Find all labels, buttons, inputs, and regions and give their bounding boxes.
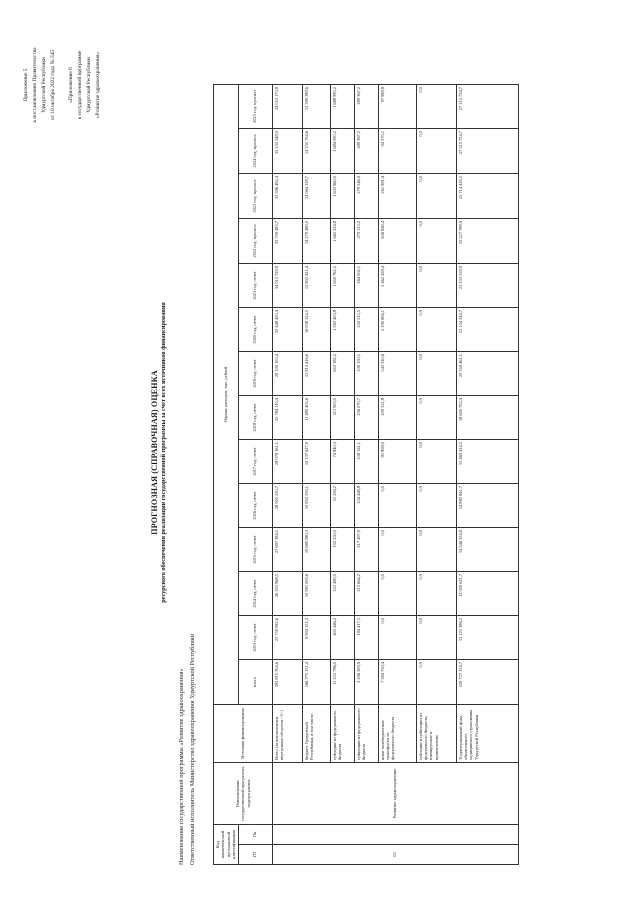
- header-year: 2016 год, отчет: [238, 484, 272, 528]
- value-cell: 0,0: [416, 352, 456, 396]
- value-cell: 85 808,0: [378, 440, 416, 484]
- value-cell: 392 810 704,6: [272, 660, 302, 705]
- value-cell: 26 301 968,5: [272, 572, 302, 616]
- header-year: 2022 год, прогноз: [238, 219, 272, 264]
- header-estimate: Оценка расходов, тыс. рублей: [214, 85, 239, 705]
- header-pp: Пп: [238, 825, 272, 845]
- source-cell: субсидии и субвенции из федерального бюджета, планируемые к привлечению: [416, 705, 456, 763]
- value-cell: 543 343,6: [378, 352, 416, 396]
- value-cell: 34 053 173,8: [272, 85, 302, 129]
- value-cell: 14 546 354,9: [456, 528, 518, 572]
- table-row: [354, 85, 378, 865]
- executor-line: Ответственный исполнитель Министерство здравоохранения Удмуртской Республики: [189, 633, 196, 865]
- value-cell: 0,0: [416, 219, 456, 264]
- value-cell: 1 650 762,5: [330, 264, 354, 308]
- table-row: [378, 85, 416, 865]
- value-cell: 0,0: [378, 484, 416, 528]
- source-cell: иные межбюджетные трансферты из федерального бюджета: [378, 705, 416, 763]
- value-cell: 28 078 161,1: [272, 440, 302, 484]
- source-cell: Всего (за исключением внутренних оборотов <1>): [272, 705, 302, 763]
- value-cell: 34 015 729,9: [272, 264, 302, 308]
- value-cell: 0,0: [416, 85, 456, 129]
- value-cell: 10 991 009,6: [302, 572, 330, 616]
- value-cell: 94 570,1: [378, 129, 416, 174]
- value-cell: 211 903,0: [330, 396, 354, 440]
- value-cell: 1 684 090,2: [330, 129, 354, 174]
- header-code: Код аналитической программной классификации: [214, 825, 239, 865]
- value-cell: 1 688 990,2: [330, 85, 354, 129]
- value-cell: 22 154 344,7: [456, 308, 518, 352]
- value-cell: 27 697 384,1: [272, 528, 302, 572]
- value-cell: 27 215 724,7: [456, 129, 518, 174]
- value-cell: 1 662 524,8: [330, 219, 354, 264]
- header-year: 2013 год, отчет: [238, 616, 272, 660]
- pp-code-cell: [272, 825, 518, 845]
- value-cell: 20 559 461,1: [456, 352, 518, 396]
- value-cell: 28 005 550,7: [272, 484, 302, 528]
- value-cell: 23 103 559,9: [456, 264, 518, 308]
- document-subtitle: ресурсного обеспечения реализации государственной программы за счет всех источников финансирования: [160, 302, 167, 603]
- value-cell: 0,0: [378, 572, 416, 616]
- value-cell: 0,0: [416, 660, 456, 705]
- value-cell: 2 190 806,1: [378, 308, 416, 352]
- value-cell: 0,0: [416, 484, 456, 528]
- value-cell: 9 904 551,3: [302, 616, 330, 660]
- header-year: 2023 год, прогноз: [238, 174, 272, 219]
- value-cell: 33 396 492,4: [272, 174, 302, 219]
- value-cell: 3 206 309,9: [354, 660, 378, 705]
- value-cell: 261 981,4: [378, 174, 416, 219]
- value-cell: 239 150,1: [354, 352, 378, 396]
- value-cell: 14 064 358,7: [302, 174, 330, 219]
- header-year: итого: [238, 660, 272, 705]
- value-cell: 217 497,9: [354, 528, 378, 572]
- financing-table: [213, 84, 519, 865]
- value-cell: 229 727 154,7: [456, 660, 518, 705]
- appendix-line: «Приложение 6: [68, 67, 74, 103]
- value-cell: 33 759 493,7: [272, 219, 302, 264]
- value-cell: 636 849,4: [378, 219, 416, 264]
- appendix-line: от 10 октября 2022 года № 545: [50, 49, 56, 121]
- table-row: [272, 85, 302, 865]
- header-source: Источник финансирования: [214, 705, 273, 763]
- gp-code-cell: 02: [272, 845, 518, 865]
- table-row: [456, 85, 518, 865]
- value-cell: 15 469 414,3: [456, 440, 518, 484]
- source-cell: Территориальный фонд обязательного медицинского страхования Удмуртской Республики: [456, 705, 518, 763]
- value-cell: 1 592 403,8: [330, 308, 354, 352]
- value-cell: 234 448,8: [354, 484, 378, 528]
- value-cell: 0,0: [416, 572, 456, 616]
- value-cell: 23 759 082,6: [272, 616, 302, 660]
- program-name-cell: Развитие здравоохранения: [272, 763, 518, 825]
- value-cell: 209 321,8: [378, 396, 416, 440]
- value-cell: 184 417,3: [354, 616, 378, 660]
- appendix-line: Приложение 5: [23, 68, 29, 102]
- header-year: 2018 год, отчет: [238, 396, 272, 440]
- value-cell: 25 227 788,9: [456, 219, 518, 264]
- value-cell: 0,0: [416, 396, 456, 440]
- value-cell: 264 002,1: [354, 264, 378, 308]
- value-cell: 1 635 960,0: [330, 174, 354, 219]
- header-year: 2014 год, отчет: [238, 572, 272, 616]
- value-cell: 3 462 438,4: [378, 264, 416, 308]
- header-year: 2021 год, отчет: [238, 264, 272, 308]
- source-cell: субсидии из федерального бюджета: [330, 705, 354, 763]
- value-cell: 331 480,0: [330, 572, 354, 616]
- program-name-line: Наименование государственной программы «Развитие здравоохранения»: [178, 668, 185, 865]
- value-cell: 289 367,5: [354, 129, 378, 174]
- appendix-line: к постановлению Правительства: [32, 47, 38, 123]
- value-cell: 13 805 421,4: [302, 264, 330, 308]
- header-name: Наименование государственной программы, подпрограммы: [214, 763, 273, 825]
- value-cell: 166 775 151,4: [302, 660, 330, 705]
- header-gp: ГП: [238, 845, 272, 865]
- document-title: ПРОГНОЗНАЯ (СПРАВОЧНАЯ) ОЦЕНКА: [150, 370, 159, 535]
- value-cell: 0,0: [378, 616, 416, 660]
- value-cell: 18 600 702,4: [456, 396, 518, 440]
- value-cell: 0,0: [416, 440, 456, 484]
- value-cell: 236 070,7: [354, 396, 378, 440]
- value-cell: 25 714 429,5: [456, 174, 518, 219]
- value-cell: 11 480 405,6: [302, 396, 330, 440]
- header-year: 2019 год, отчет: [238, 352, 272, 396]
- source-cell: субвенции из федерального бюджета: [354, 705, 378, 763]
- value-cell: 10 680 080,3: [302, 528, 330, 572]
- value-cell: 289 367,2: [354, 85, 378, 129]
- value-cell: 74 840,3: [330, 440, 354, 484]
- value-cell: 12 815 416,6: [302, 352, 330, 396]
- appendix-line: к государственной программе: [77, 50, 83, 120]
- value-cell: 31 256,2: [330, 484, 354, 528]
- value-cell: 29 100 105,4: [272, 352, 302, 396]
- value-cell: 14 335 704,6: [302, 129, 330, 174]
- header-year: 2025 год, прогноз: [238, 85, 272, 129]
- value-cell: 250 515,5: [354, 308, 378, 352]
- table-row: [330, 85, 354, 865]
- value-cell: 14 279 480,0: [302, 219, 330, 264]
- value-cell: 0,0: [416, 616, 456, 660]
- appendix-line: [58, 25, 67, 145]
- value-cell: 13 059 611,7: [456, 572, 518, 616]
- value-cell: 102 250,0: [330, 528, 354, 572]
- source-cell: бюджет Удмуртской Республики, в том числе:: [302, 705, 330, 763]
- value-cell: 0,0: [416, 528, 456, 572]
- value-cell: 0,0: [416, 174, 456, 219]
- value-cell: 25 784 110,4: [272, 396, 302, 440]
- appendix-line: «Развитие здравоохранения»: [95, 51, 101, 119]
- value-cell: 11 253 786,0: [330, 660, 354, 705]
- value-cell: 13 399 289,6: [302, 85, 330, 129]
- value-cell: 238 141,1: [354, 440, 378, 484]
- value-cell: 0,0: [416, 308, 456, 352]
- value-cell: 213 664,2: [354, 572, 378, 616]
- appendix-line: Удмуртской Республики: [41, 57, 47, 113]
- appendix-note: [22, 25, 103, 145]
- value-cell: 97 988,8: [378, 85, 416, 129]
- value-cell: 653 182,2: [330, 352, 354, 396]
- value-cell: 35 235 548,0: [272, 129, 302, 174]
- value-cell: 7 584 750,4: [378, 660, 416, 705]
- value-cell: 0,0: [416, 264, 456, 308]
- value-cell: 270 113,0: [354, 219, 378, 264]
- value-cell: 14 882 841,7: [456, 484, 518, 528]
- value-cell: 12 121 386,2: [456, 616, 518, 660]
- header-year: 2024 год, прогноз: [238, 129, 272, 174]
- table-body: [272, 85, 518, 865]
- value-cell: 0,0: [378, 528, 416, 572]
- header-year: 2015 год, отчет: [238, 528, 272, 572]
- value-cell: 405 446,2: [330, 616, 354, 660]
- value-cell: 279 546,9: [354, 174, 378, 219]
- value-cell: 16 038 224,5: [302, 308, 330, 352]
- table-row: [302, 85, 330, 865]
- value-cell: 27 215 724,7: [456, 85, 518, 129]
- value-cell: 33 448 403,4: [272, 308, 302, 352]
- value-cell: 0,0: [416, 129, 456, 174]
- header-year: 2017 год, отчет: [238, 440, 272, 484]
- value-cell: 10 137 627,9: [302, 440, 330, 484]
- value-cell: 10 852 559,1: [302, 484, 330, 528]
- header-year: 2020 год, отчет: [238, 308, 272, 352]
- table-row: [416, 85, 456, 865]
- appendix-line: Удмуртской Республики: [86, 57, 92, 113]
